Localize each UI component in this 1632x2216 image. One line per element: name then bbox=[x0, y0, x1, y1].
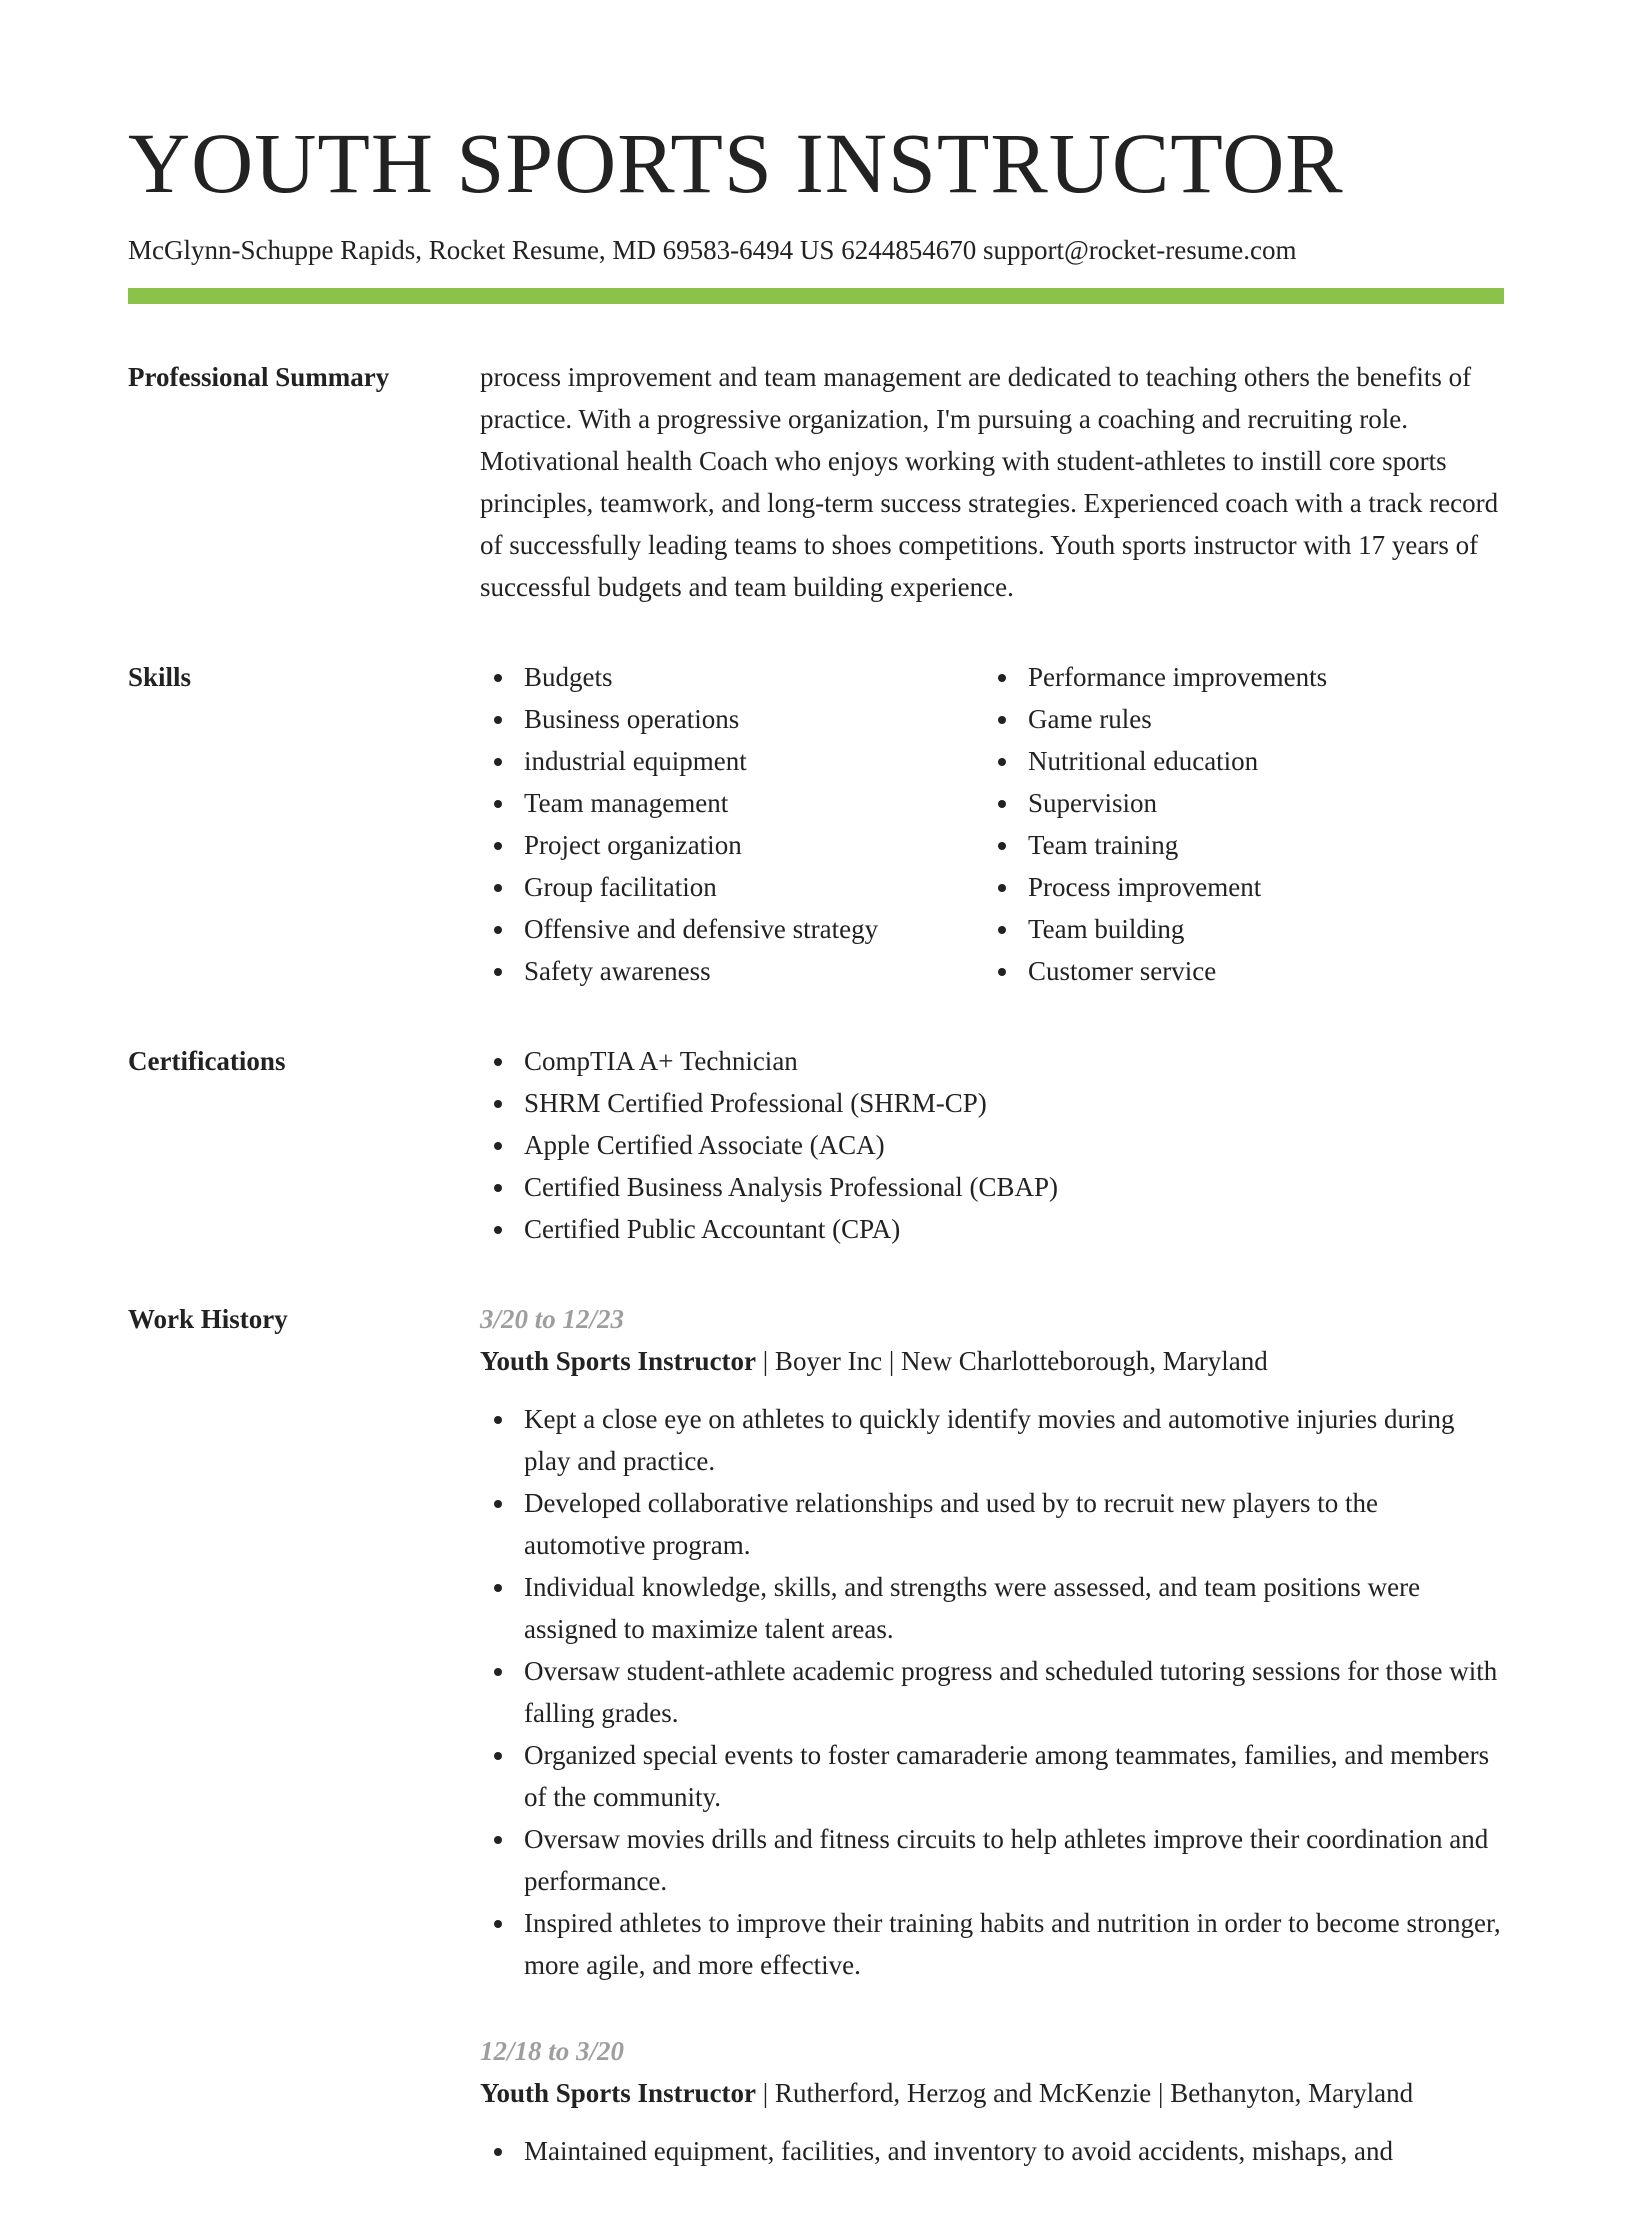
job-title: Youth Sports Instructor bbox=[480, 1346, 757, 1377]
work-history-body bbox=[480, 1298, 1504, 2216]
work-history-section bbox=[128, 1298, 1504, 2216]
contact-info: McGlynn-Schuppe Rapids, Rocket Resume, MD 69583-6494 US 6244854670 support@rocket-resume.com bbox=[128, 235, 1297, 265]
skill-item: Performance improvements bbox=[984, 656, 1488, 698]
summary-text: process improvement and team management are dedicated to teaching others the benefits of practice. With a progressive organization, I'm pursuing a coaching and recruiting role. Motivational health Coach who enjoys working with student-athletes to instill core sports principles, teamwork, and long-term success strategies. Experienced coach with a track record of successfully leading teams to shoes competitions. Youth sports instructor with 17 years of successful budgets and team building experience. bbox=[480, 362, 1499, 603]
skill-item: Team training bbox=[984, 824, 1488, 866]
job-responsibilities bbox=[480, 1398, 1504, 1986]
skills-grid bbox=[480, 656, 1504, 992]
job-dates: 12/18 to 3/20 bbox=[480, 2036, 625, 2067]
skill-item: Safety awareness bbox=[480, 950, 984, 992]
responsibility-item: Oversaw student-athlete academic progress and scheduled tutoring sessions for those with falling grades. bbox=[480, 1650, 1504, 1734]
resume-title: YOUTH SPORTS INSTRUCTOR bbox=[128, 115, 1344, 211]
responsibility-item: Inspired athletes to improve their training habits and nutrition in order to become stronger, more agile, and more effective. bbox=[480, 1902, 1504, 1986]
summary-section bbox=[128, 356, 1504, 608]
skill-item: Team management bbox=[480, 782, 984, 824]
responsibility-item: Maintained equipment, facilities, and inventory to avoid accidents, mishaps, and bbox=[480, 2130, 1504, 2172]
skill-item: Nutritional education bbox=[984, 740, 1488, 782]
job-entry bbox=[480, 1298, 1504, 1986]
certification-item: SHRM Certified Professional (SHRM-CP) bbox=[480, 1082, 1504, 1124]
responsibility-item: Developed collaborative relationships and used by to recruit new players to the automotive program. bbox=[480, 1482, 1504, 1566]
skill-item: Supervision bbox=[984, 782, 1488, 824]
skill-item: Project organization bbox=[480, 824, 984, 866]
job-employer-location: | Boyer Inc | New Charlotteborough, Maryland bbox=[756, 1346, 1268, 1377]
work-history-label: Work History bbox=[128, 1304, 288, 1335]
job-dates: 3/20 to 12/23 bbox=[480, 1304, 625, 1335]
accent-divider bbox=[128, 288, 1504, 304]
job-employer-location: | Rutherford, Herzog and McKenzie | Bethanyton, Maryland bbox=[756, 2078, 1414, 2109]
skill-item: Process improvement bbox=[984, 866, 1488, 908]
responsibility-item: Oversaw movies drills and fitness circuits to help athletes improve their coordination and performance. bbox=[480, 1818, 1504, 1902]
certification-item: Apple Certified Associate (ACA) bbox=[480, 1124, 1504, 1166]
skill-item: Group facilitation bbox=[480, 866, 984, 908]
skills-label: Skills bbox=[128, 662, 192, 693]
skills-section bbox=[128, 656, 1504, 992]
responsibility-item: Organized special events to foster camaraderie among teammates, families, and members of the community. bbox=[480, 1734, 1504, 1818]
skill-item: Offensive and defensive strategy bbox=[480, 908, 984, 950]
certifications-label: Certifications bbox=[128, 1046, 286, 1077]
responsibility-item: Kept a close eye on athletes to quickly identify movies and automotive injuries during play and practice. bbox=[480, 1398, 1504, 1482]
job-entry bbox=[480, 2030, 1504, 2172]
job-responsibilities bbox=[480, 2130, 1504, 2172]
job-heading bbox=[480, 2072, 1504, 2114]
certification-item: Certified Public Accountant (CPA) bbox=[480, 1208, 1504, 1250]
job-heading bbox=[480, 1340, 1504, 1382]
skills-list-left bbox=[480, 656, 984, 992]
certification-item: CompTIA A+ Technician bbox=[480, 1040, 1504, 1082]
certifications-section bbox=[128, 1040, 1504, 1250]
certification-item: Certified Business Analysis Professional (CBAP) bbox=[480, 1166, 1504, 1208]
responsibility-item: Individual knowledge, skills, and strengths were assessed, and team positions were assigned to maximize talent areas. bbox=[480, 1566, 1504, 1650]
skill-item: Team building bbox=[984, 908, 1488, 950]
summary-label: Professional Summary bbox=[128, 362, 390, 393]
skill-item: Budgets bbox=[480, 656, 984, 698]
skills-list-right bbox=[984, 656, 1488, 992]
certifications-body bbox=[480, 1040, 1504, 1250]
skill-item: industrial equipment bbox=[480, 740, 984, 782]
skill-item: Customer service bbox=[984, 950, 1488, 992]
skill-item: Game rules bbox=[984, 698, 1488, 740]
skill-item: Business operations bbox=[480, 698, 984, 740]
certifications-list bbox=[480, 1040, 1504, 1250]
job-title: Youth Sports Instructor bbox=[480, 2078, 757, 2109]
